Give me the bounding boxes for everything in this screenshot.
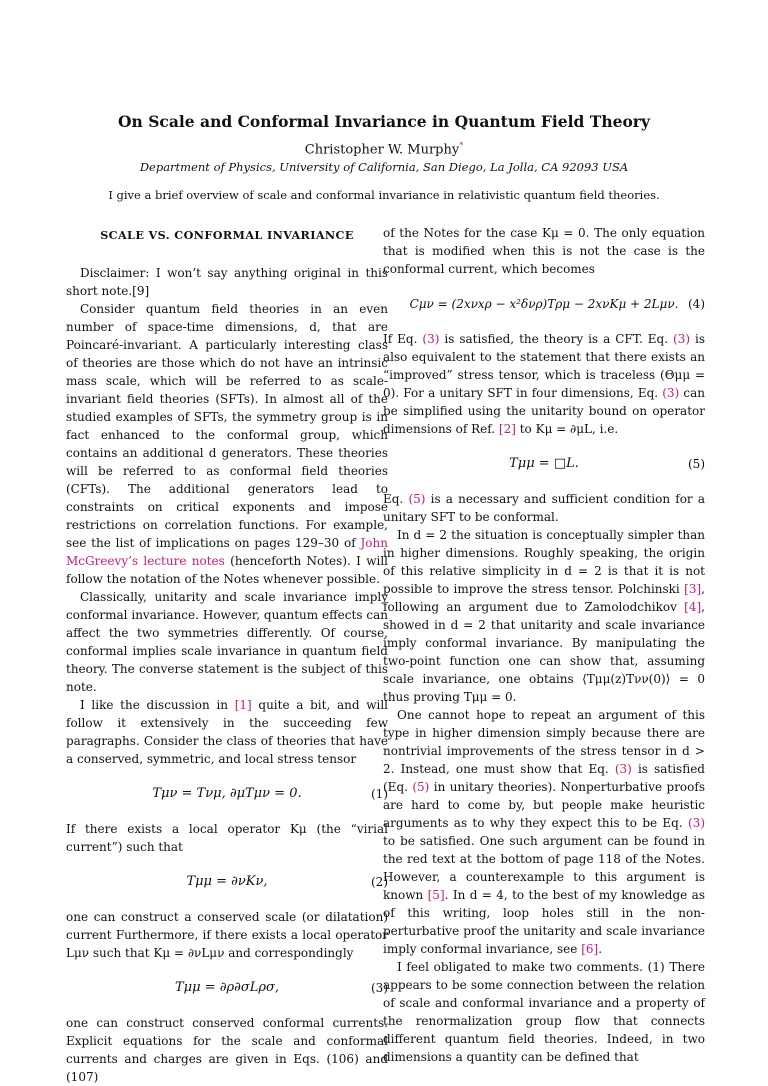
citation-link[interactable]: [4] [684,600,702,614]
citation-link[interactable]: [2] [498,422,516,436]
equation-body: Tμμ = ∂νKν, [186,874,268,889]
equation-ref-link[interactable]: (5) [408,492,426,506]
paragraph: If there exists a local operator Kμ (the “virial current”) such that [66,822,388,854]
paragraph: In d = 2 the situation is conceptually simpler than in higher dimensions. Roughly speaking, the origin of this relative simplicity in d = 2 is that it is not possible to improve the stress tensor. Polchinski [3], following an argument due to Zamolodchikov [4], showed in d = 2 that unitarity and scale invariance imply conformal invariance. By manipulating the two-point function one can show that, assuming scale invariance, one obtains ⟨Tμμ(z)Tνν(0)⟩ = 0 thus proving Tμμ = 0. [383,528,705,704]
paragraph: one can construct conserved conformal currents. Explicit equations for the scale and conformal currents and charges are given in Eqs. (106) and (107) [66,1016,388,1084]
section-heading: SCALE VS. CONFORMAL INVARIANCE [100,228,354,242]
author-line [0,141,768,157]
equation-1 [66,784,388,804]
paragraph: Consider quantum field theories in an even number of space-time dimensions, d, that are Poincaré-invariant. A particularly interesting class of theories are those which do not have an intrinsic mass scale, which will be referred to as scale-invariant field theories (SFTs). In almost all of the studied examples of SFTs, the symmetry group is in fact enhanced to the conformal group, which contains an additional d generators. These theories will be referred to as conformal field theories (CFTs). The additional generators lead to constraints on critical exponents and impose restrictions on correlation functions. For example, see the list of implications on pages 129–30 of John McGreevy’s lecture notes (henceforth Notes). I will follow the notation of the Notes whenever possible. [66,302,389,586]
citation-link[interactable]: [5] [427,888,445,902]
paragraph: I feel obligated to make two comments. (1) There appears to be some connection between the relation of scale and conformal invariance and a property of the renormalization group flow that connects different quantum field theories. Indeed, in two dimensions a quantity can be defined that [383,960,705,1064]
abstract: I give a brief overview of scale and conformal invariance in relativistic quantum field theories. [108,188,660,202]
equation-body: Tμμ = ∂ρ∂σLρσ, [175,980,279,995]
citation-link[interactable]: [3] [684,582,702,596]
equation-5 [383,454,705,474]
citation-link[interactable]: [1] [234,698,252,712]
equation-ref-link[interactable]: (3) [422,332,440,346]
paragraph: One cannot hope to repeat an argument of this type in higher dimension simply because there are nontrivial improvements of the stress tensor in d > 2. Instead, one must show that Eq. (3) is satisfied (Eq. (5) in unitary theories). Nonperturbative proofs are hard to come by, but people make heuristic arguments as to why they expect this to be Eq. (3) to be satisfied. One such argument can be found in the red text at the bottom of page 118 of the Notes. However, a counterexample to this argument is known [5]. In d = 4, to the best of my knowledge as of this writing, loop holes still in the non-perturbative proof the unitarity and scale invariance imply conformal invariance, see [6]. [383,708,705,956]
equation-number: (5) [688,457,705,471]
paragraph: If Eq. (3) is satisfied, the theory is a CFT. Eq. (3) is also equivalent to the statement that there exists an “improved” stress tensor, which is traceless (Θμμ = 0). For a unitary SFT in four dimensions, Eq. (3) can be simplified using the unitarity bound on operator dimensions of Ref. [2] to Kμ = ∂μL, i.e. [383,332,706,436]
paragraph: I like the discussion in [1] quite a bit, and will follow it extensively in the succeeding few paragraphs. Consider the class of theories that have a conserved, symmetric, and local stress tensor [66,698,388,766]
equation-number: (1) [371,787,388,801]
equation-3 [66,978,388,998]
lecture-notes-link[interactable]: John McGreevy’s lecture notes [66,536,388,568]
paper-title: On Scale and Conformal Invariance in Quantum Field Theory [118,112,650,131]
equation-ref-link[interactable]: (5) [412,780,430,794]
left-column [66,220,388,1086]
equation-body: Tμν = Tνμ, ∂μTμν = 0. [152,786,302,801]
paragraph: of the Notes for the case Kμ = 0. The only equation that is modified when this is not the case is the conformal current, which becomes [383,226,705,276]
equation-body: Tμμ = □L. [509,456,579,471]
citation-link[interactable]: [6] [581,942,599,956]
paragraph: Eq. (5) is a necessary and sufficient condition for a unitary SFT to be conformal. [383,492,705,524]
equation-number: (2) [371,875,388,889]
equation-4 [383,294,705,314]
right-column [383,224,705,1066]
author-footnote-mark[interactable]: * [459,141,464,150]
equation-number: (3) [371,981,388,995]
equation-ref-link[interactable]: (3) [662,386,680,400]
paragraph: Classically, unitarity and scale invariance imply conformal invariance. However, quantum effects can affect the two symmetries differently. Of course, conformal implies scale invariance in quantum field theory. The converse statement is the subject of this note. [66,590,388,694]
equation-body: Cμν = (2xνxρ − x²δνρ)Tρμ − 2xνKμ + 2Lμν. [409,297,679,311]
equation-2 [66,872,388,892]
equation-number: (4) [688,297,705,311]
equation-ref-link[interactable]: (3) [614,762,632,776]
equation-ref-link[interactable]: (3) [688,816,705,830]
equation-ref-link[interactable]: (3) [673,332,691,346]
affiliation: Department of Physics, University of California, San Diego, La Jolla, CA 92093 USA [139,160,629,174]
paragraph: Disclaimer: I won’t say anything original in this short note.[9] [66,266,388,298]
paragraph: one can construct a conserved scale (or dilatation) current Furthermore, if there exists a local operator Lμν such that Kμ = ∂νLμν and correspondingly [66,910,388,960]
author-name: Christopher W. Murphy [304,142,460,158]
